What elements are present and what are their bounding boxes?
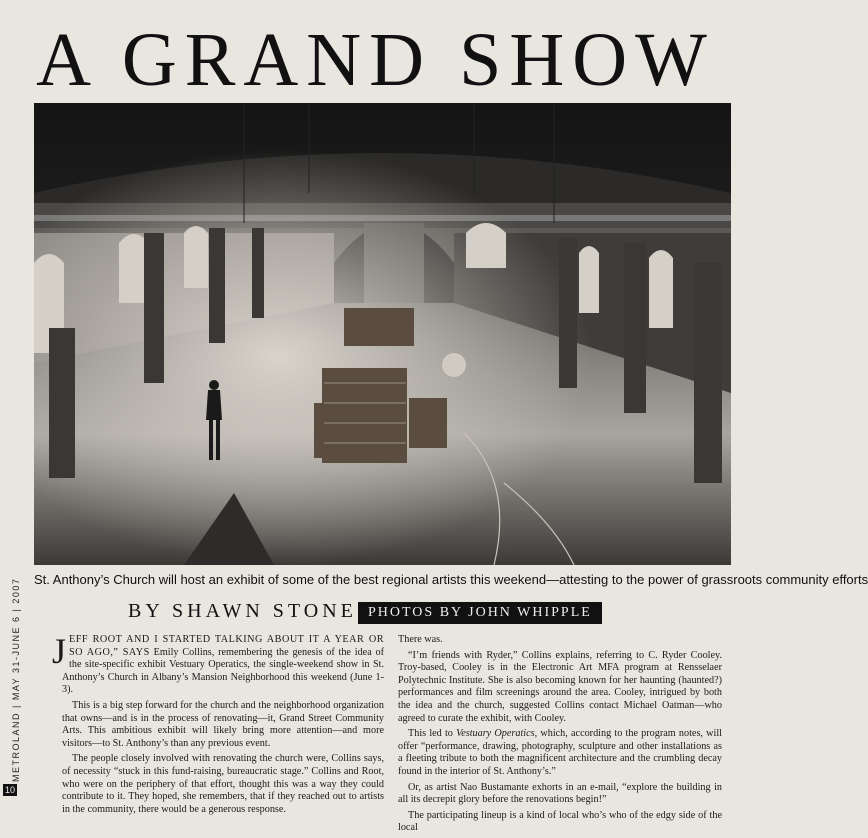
paragraph: “I’m friends with Ryder,” Collins explains, referring to C. Ryder Cooley. Troy-based, Cooley is in the Electronic Art MFA program at Rensselaer Polytechnic Institute. She is also becoming known for her haunting (haunted?) performances and film screenings around the area. Cooley, intrigued by both the idea and the church, suggested Collins contact Michael Oatman—who agreed to curate the exhibit, with Cooley.	[398, 649, 722, 724]
paragraph: The people closely involved with renovating the church were, Collins says, of necessity “stuck in this fund-raising, bureaucratic stage.” Collins and Root, who were on the periphery of that effort, thought this was a way they could contribute to it. They hoped, she remembers, that if they reached out to artists in the community, there would be a generous response.	[62, 753, 384, 815]
paragraph: This is a big step forward for the church and the neighborhood organization that owns—and is in the process of renovating—it, Grand Street Community Arts. This ambitious exhibit will likely bring more attention—and more visitors—to St. Anthony’s than any previous event.	[62, 699, 384, 749]
paragraph: Or, as artist Nao Bustamante exhorts in an e-mail, “explore the building in all its decrepit glory before the renovations begin!”	[398, 781, 722, 806]
headline: A GRAND SHOW	[36, 18, 715, 102]
photo-caption: St. Anthony’s Church will host an exhibit of some of the best regional artists this weekend—attesting to the power of grassroots community efforts	[34, 572, 868, 587]
paragraph-text: This led to	[408, 728, 457, 740]
paragraph-text: , which, according to the program notes, will offer “performance, drawing, photography, sculpture and other installations as a fleeting tribute to both the magnificent architecture and the crumbling decay found in the interior of St. Anthony’s.”	[398, 728, 723, 777]
sidebar-publication-info: METROLAND | MAY 31-JUNE 6 | 2007	[11, 577, 21, 782]
lead-in: EFF ROOT AND I STARTED TALKING ABOUT IT A YEAR OR SO AGO,” SAYS	[69, 634, 384, 658]
paragraph-text: Emily Collins, remembering the genesis of the idea of the site-specific exhibit Vestuary Operatics, the single-weekend show in St. Anthony’s Church in Albany’s Mansion Neighborhood this weekend (June 1-3).	[62, 646, 384, 696]
drop-cap: J	[52, 631, 67, 671]
church-interior-illustration	[34, 103, 731, 565]
paragraph	[52, 631, 384, 697]
page-number: 10	[4, 785, 15, 795]
paragraph	[398, 728, 722, 778]
church-interior-photo	[34, 103, 731, 565]
credits-row	[120, 600, 731, 626]
exhibit-title: Vestuary Operatics	[456, 728, 535, 740]
article-column-2	[398, 634, 722, 838]
byline: BY SHAWN STONE	[128, 600, 357, 622]
photo-credit: PHOTOS BY JOHN WHIPPLE	[358, 602, 602, 624]
paragraph: The participating lineup is a kind of local who’s who of the edgy side of the local	[398, 809, 722, 834]
article-column-1	[52, 631, 384, 819]
paragraph: There was.	[398, 634, 443, 645]
